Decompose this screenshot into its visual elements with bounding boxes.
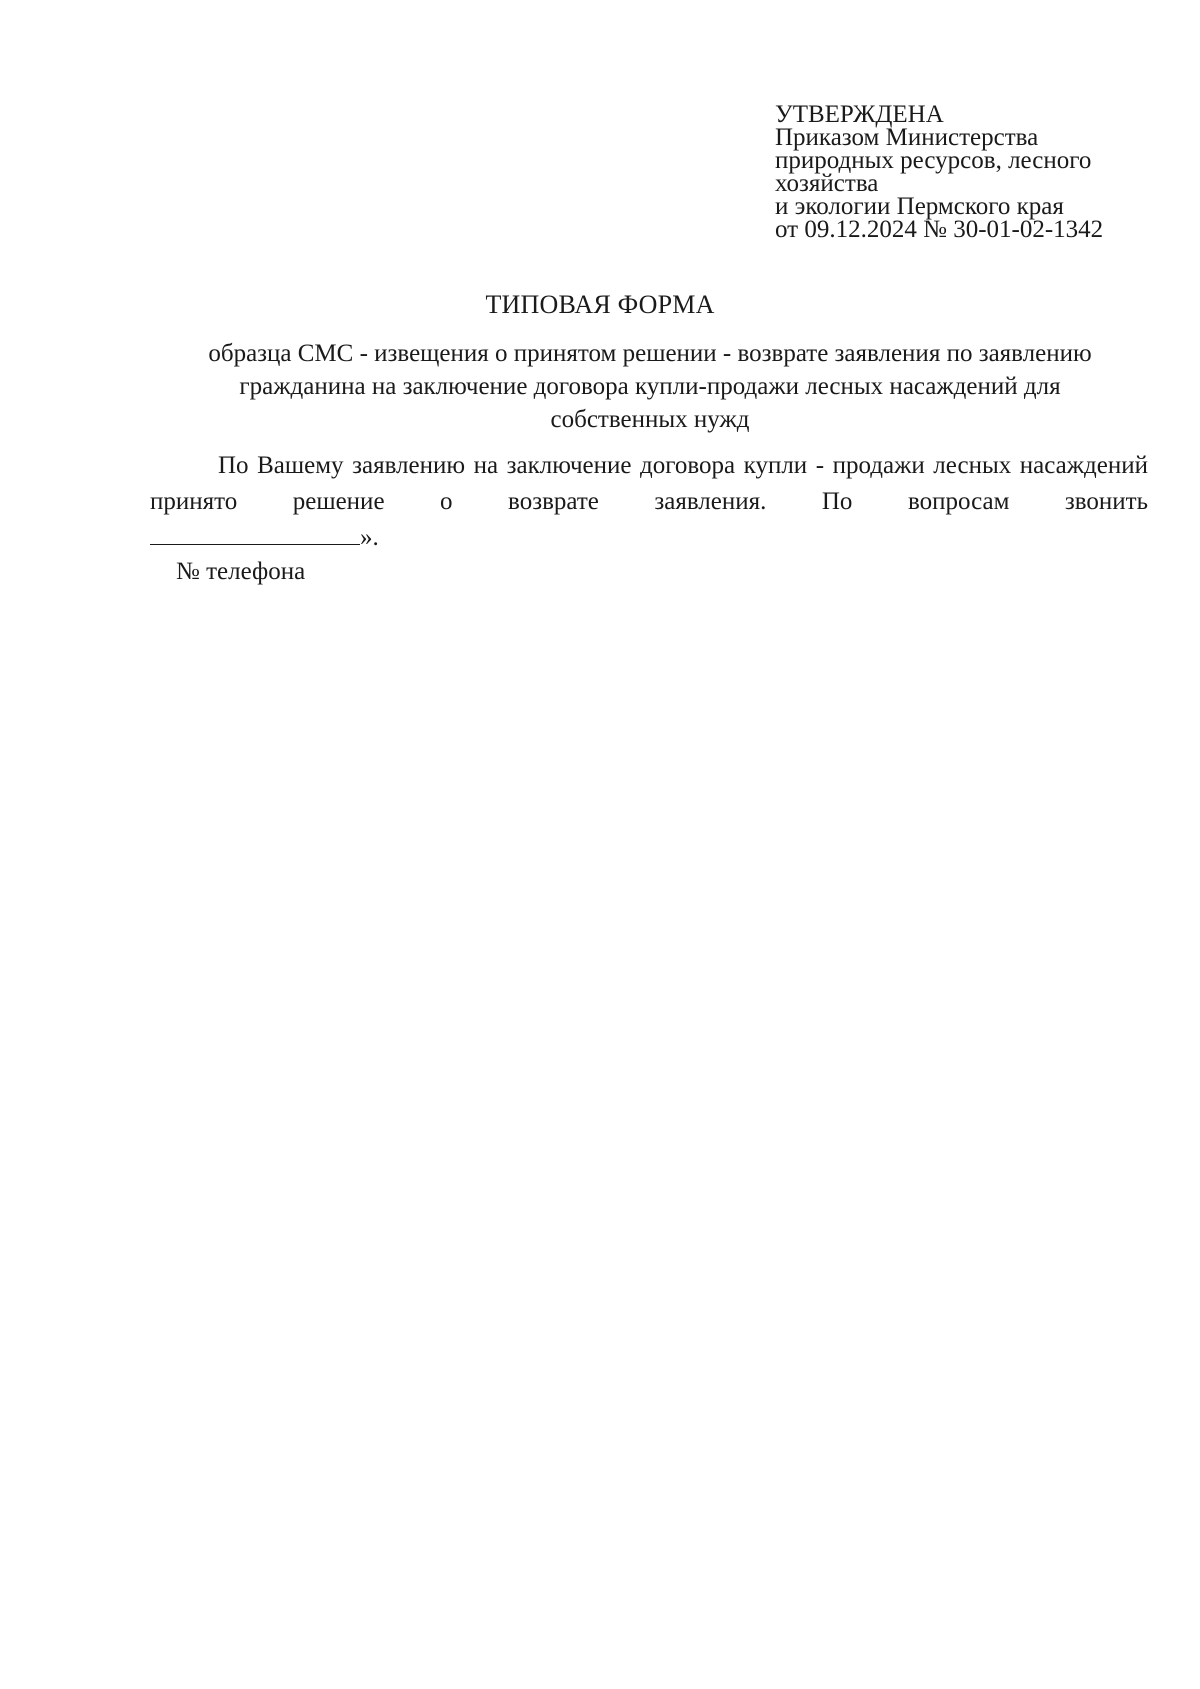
subtitle-line-3: собственных нужд	[550, 406, 750, 433]
subtitle-line-1: образца СМС - извещения о принятом решении - возврате заявления по заявлению	[208, 340, 1092, 367]
approval-line-date-number: от 09.12.2024 № 30-01-02-1342	[775, 216, 1104, 243]
phone-blank-line	[150, 520, 379, 556]
document-title: ТИПОВАЯ ФОРМА	[485, 290, 715, 319]
subtitle-line-2: гражданина на заключение договора купли-продажи лесных насаждений для	[239, 373, 1061, 400]
phone-number-blank[interactable]	[150, 520, 360, 545]
approval-line-ministry: природных ресурсов, лесного	[775, 147, 1092, 174]
approval-line-forestry: хозяйства	[775, 170, 879, 197]
document-subtitle	[150, 337, 1150, 436]
phone-caption: № телефона	[176, 558, 306, 585]
sms-body-paragraph	[150, 448, 1148, 520]
approval-line-approved: УТВЕРЖДЕНА	[775, 101, 944, 128]
approval-line-region: и экологии Пермского края	[775, 193, 1064, 220]
approval-stamp-block	[775, 103, 1175, 241]
sms-body-text: По Вашему заявлению на заключение договора купли - продажи лесных насаждений принято решение о возврате заявления. По вопросам звонить	[150, 452, 1148, 515]
approval-line-order: Приказом Министерства	[775, 124, 1039, 151]
closing-quote: ».	[360, 524, 379, 551]
